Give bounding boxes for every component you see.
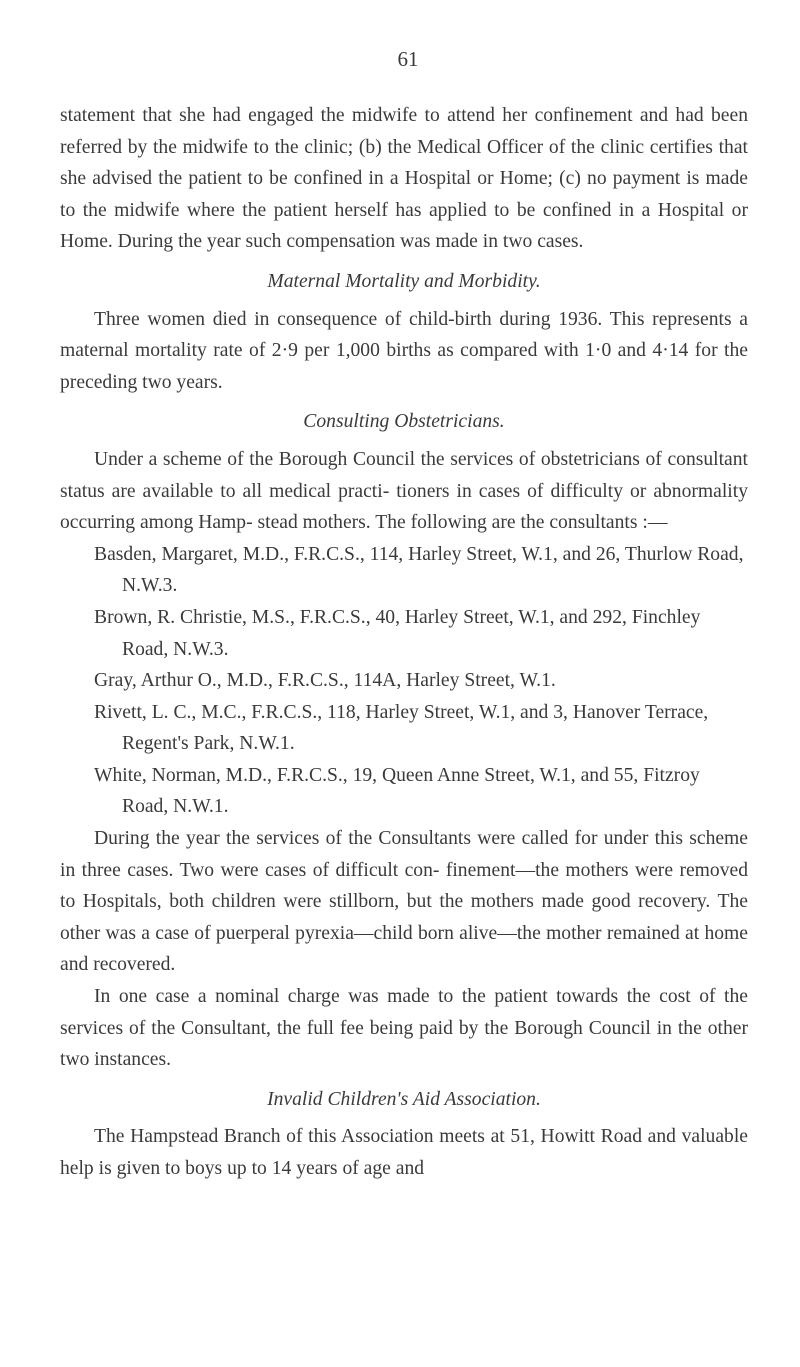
- heading-consulting-obstetricians: Consulting Obstetricians.: [303, 411, 505, 433]
- consultant-entry: Gray, Arthur O., M.D., F.R.C.S., 114A, Harley Street, W.1.: [94, 670, 556, 692]
- consultant-entry: Rivett, L. C., M.C., F.R.C.S., 118, Harley Street, W.1, and 3, Hanover Terrace, Regent's Park, N.W.1.: [94, 701, 709, 755]
- consultant-entry: White, Norman, M.D., F.R.C.S., 19, Queen Anne Street, W.1, and 55, Fitzroy Road, N.W.1.: [94, 764, 700, 818]
- consultant-entry: Brown, R. Christie, M.S., F.R.C.S., 40, Harley Street, W.1, and 292, Finchley Road, N.W.3.: [94, 606, 701, 660]
- intro-paragraph: statement that she had engaged the midwife to attend her confinement and had been referred by the midwife to the clinic; (b) the Medical Officer of the clinic certifies that she advised the patient to be confined in a Hospital or Home; (c) no payment is made to the midwife where the patient herself has applied to be confined in a Hospital or Home. During the year such compensation was made in two cases.: [60, 105, 748, 253]
- consultant-entry: Basden, Margaret, M.D., F.R.C.S., 114, Harley Street, W.1, and 26, Thurlow Road, N.W.3.: [94, 543, 744, 597]
- nominal-charge-paragraph: In one case a nominal charge was made to the patient towards the cost of the services of the Consultant, the full fee being paid by the Borough Council in the other two instances.: [60, 986, 748, 1071]
- heading-invalid-childrens-aid: Invalid Children's Aid Association.: [267, 1088, 541, 1110]
- page-number: 61: [397, 47, 419, 71]
- heading-maternal-mortality: Maternal Mortality and Morbidity.: [267, 270, 541, 292]
- maternal-mortality-paragraph: Three women died in consequence of child-birth during 1936. This represents a maternal mortality rate of 2·9 per 1,000 births as compared with 1·0 and 4·14 for the preceding two years.: [60, 308, 748, 393]
- invalid-childrens-aid-paragraph: The Hampstead Branch of this Association meets at 51, Howitt Road and valuable help is given to boys up to 14 years of age and: [60, 1126, 748, 1179]
- consultants-list: [60, 539, 748, 823]
- consulting-obstetricians-paragraph: Under a scheme of the Borough Council the services of obstetricians of consultant status are available to all medical practi- tioners in cases of difficulty or abnormality occurring among Hamp- stead mothers. The following are the consultants :—: [60, 448, 748, 534]
- consultant-cases-paragraph: During the year the services of the Consultants were called for under this scheme in three cases. Two were cases of difficult con- finement—the mothers were removed to Hospitals, both children were stillborn, but the mothers made good recovery. The other was a case of puerperal pyrexia—child born alive—the mother remained at home and recovered.: [60, 828, 748, 976]
